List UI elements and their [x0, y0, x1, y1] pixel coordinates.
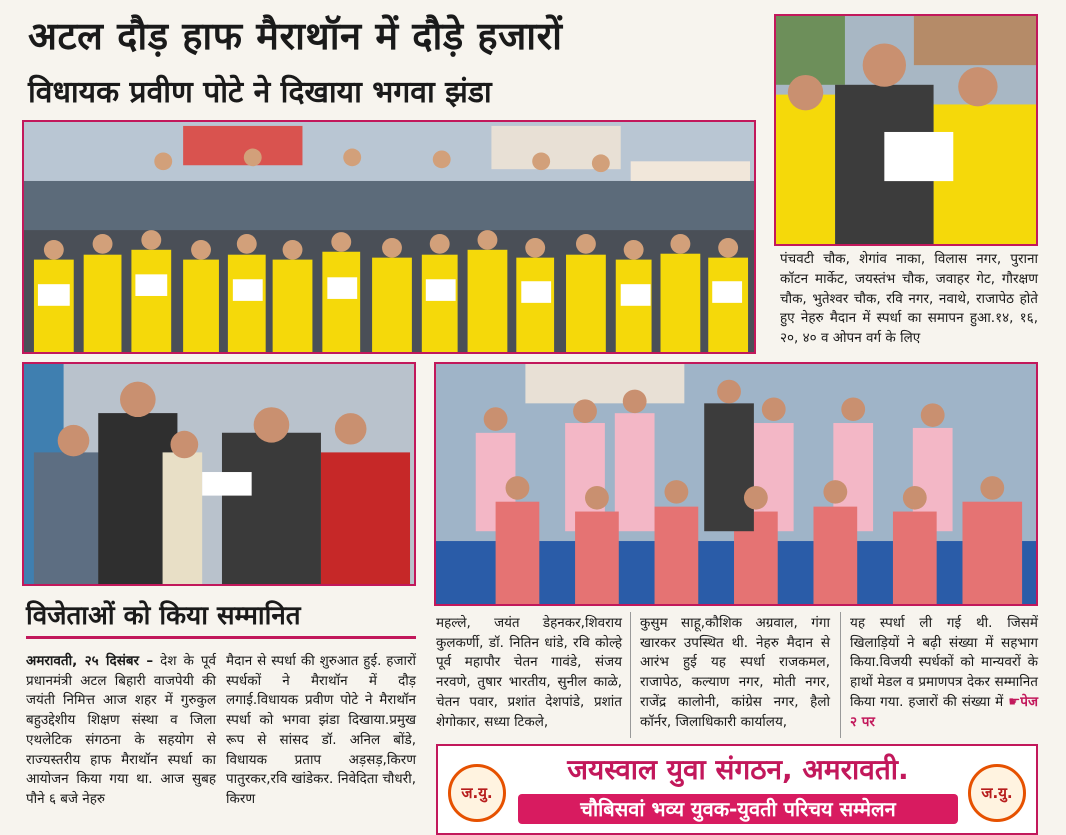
article-column-5 — [850, 614, 1038, 732]
column-5-text: यह स्पर्धा ली गई थी. जिसमें खिलाड़ियों ने बढ़ी संख्या में सहभाग किया.विजयी स्पर्धकों को मान्यवरों के हाथों मेडल व प्रमाणपत्र देकर सम्मानित किया गया. हजारों की संख्या में — [850, 615, 1038, 710]
column-divider — [630, 612, 631, 738]
felicitation-photo-illustration — [24, 364, 414, 584]
column-1-text: देश के पूर्व प्रधानमंत्री अटल बिहारी वाजपेयी की जयंती निमित्त आज शहर में गुरुकुल बहुउद्देशीय शिक्षण संस्था व जिला एथलेटिक संगठना के सहयोग से राज्यस्तरीय हाफ मैराथॉन स्पर्धा का आयोजन किया गया था. आज सुबह पौने ६ बजे नेहरु — [26, 653, 216, 807]
subheadline: विधायक प्रवीण पोटे ने दिखाया भगवा झंडा — [28, 75, 492, 110]
article-column-4: कुसुम साहू,कौशिक अग्रवाल, गंगा खारकर उपस्थित थी. नेहरु मैदान से आरंभ हुई यह स्पर्धा राजकमल, राजापेठ, कल्याण नगर, मोती नगर, राजेंद्र कालोनी, कांग्रेस नगर, हैलो कॉर्नर, जिलाधिकारी कार्यालय, — [640, 615, 830, 730]
organization-logo-icon: ज.यु. — [968, 764, 1026, 822]
section-heading: विजेताओं को किया सम्मानित — [26, 596, 416, 639]
ad-title: जयस्वाल युवा संगठन, अमरावती. — [567, 753, 909, 786]
women-group-photo — [434, 362, 1038, 606]
women-group-photo-illustration — [436, 364, 1036, 604]
advertisement-banner[interactable] — [436, 744, 1038, 835]
certificate-photo-illustration — [776, 16, 1036, 244]
article-column-1 — [26, 652, 216, 810]
article-column-3: महल्ले, जयंत डेहनकर,शिवराय कुलकर्णी, डॉ. नितिन धांडे, रवि कोल्हे पूर्व महापौर चेतन गावंडे, संजय नरवणे, तुषार भारतीय, सुनील काळे, चेतन पवार, प्रशांत देशपांडे, प्रशांत शेगोकार, सध्या टिकले, — [436, 615, 622, 730]
organization-logo-icon: ज.यु. — [448, 764, 506, 822]
ad-subtitle: चौबिसवां भव्य युवक-युवती परिचय सम्मेलन — [518, 794, 958, 824]
group-photo-main — [22, 120, 756, 354]
column-divider — [840, 612, 841, 738]
continued-on-page-link[interactable]: ☛पेज २ पर — [850, 693, 1038, 730]
headline: अटल दौड़ हाफ मैराथॉन में दौड़े हजारों — [28, 14, 563, 58]
article-column-2: मैदान से स्पर्धा की शुरुआत हुई. हजारों स्पर्धकों ने मैराथॉन में दौड़ लगाई.विधायक प्रवीण पोटे ने मैराथॉन स्पर्धा को भगवा झंडा दिखाया.प्रमुख रूप से सांसद डॉ. अनिल बोंडे, विधायक प्रताप अड़सड़,किरण पातुरकर,रवि खांडेकर. निवेदिता चौधरी, किरण — [226, 653, 416, 807]
dateline: अमरावती, २५ दिसंबर – — [26, 653, 154, 669]
certificate-photo — [774, 14, 1038, 246]
felicitation-photo — [22, 362, 416, 586]
group-photo-main-illustration — [24, 122, 754, 352]
right-column-text: पंचवटी चौक, शेगांव नाका, विलास नगर, पुराना कॉटन मार्केट, जयस्तंभ चौक, जवाहर गेट, गौरक्षण चौक, भुतेश्वर चौक, रवि नगर, नवाथे, राजापेठ होते हुए नेहरु मैदान में स्पर्धा का समापन हुआ.१४, १६, २०, ४० व ओपन वर्ग के लिए — [780, 251, 1038, 347]
